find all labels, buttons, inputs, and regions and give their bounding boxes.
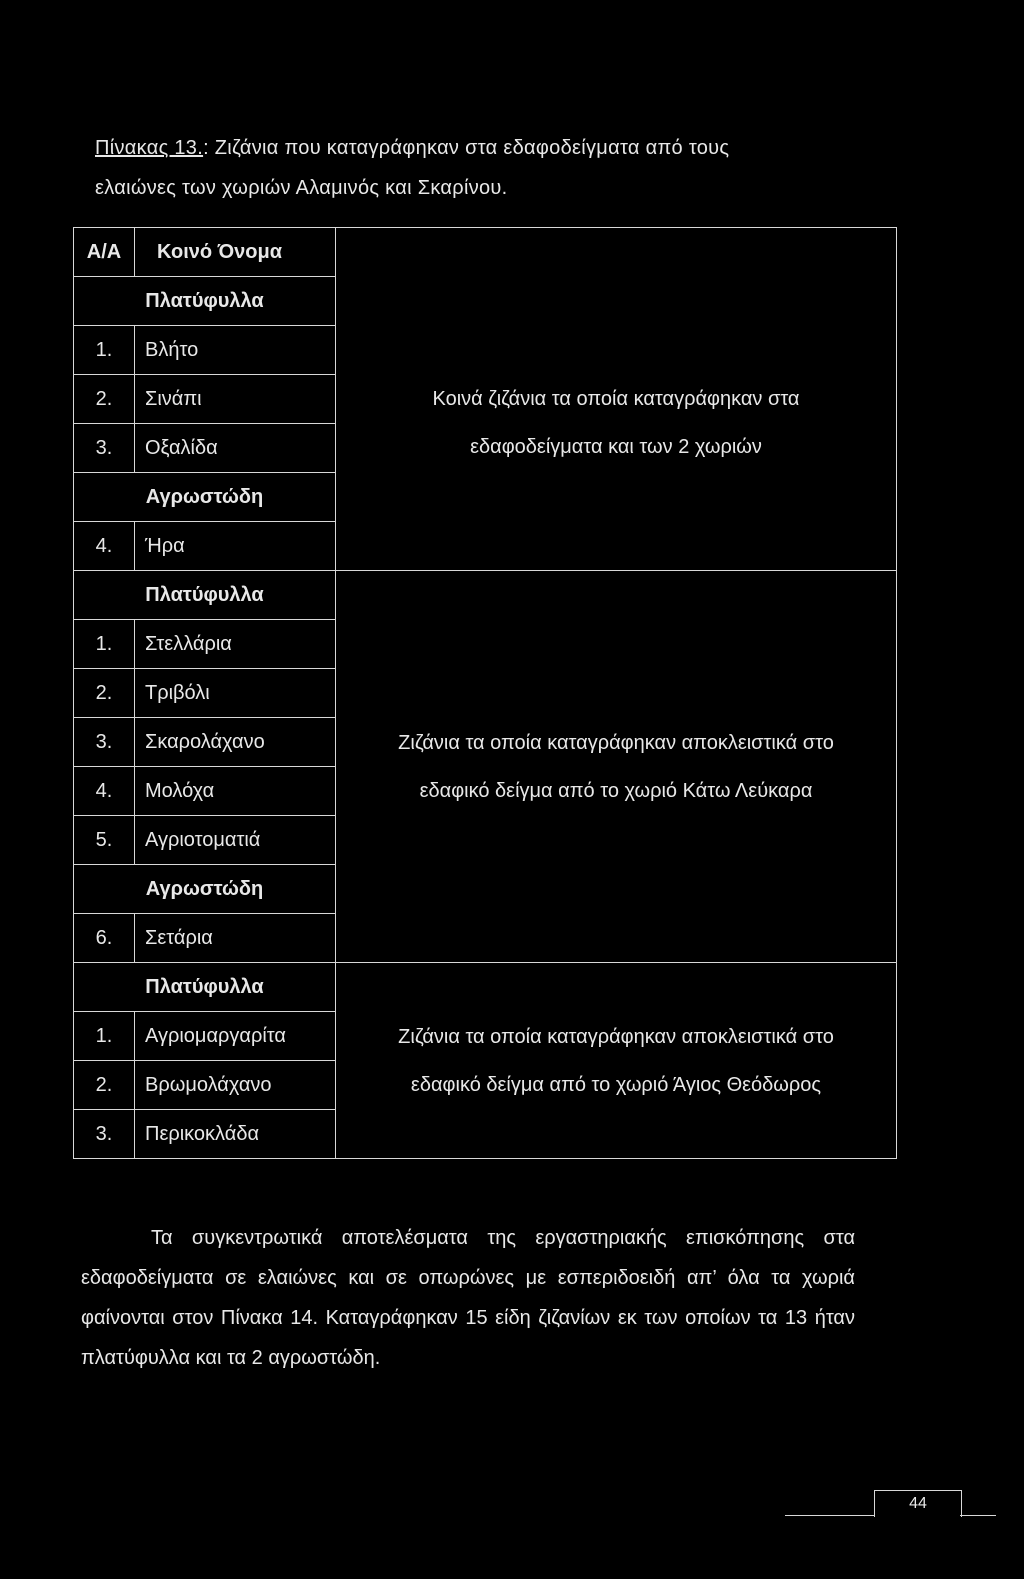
group-row: [74, 277, 897, 326]
row-common-name: Σινάπι: [135, 375, 336, 424]
row-common-name: Στελλάρια: [135, 620, 336, 669]
row-common-name: Βλήτο: [135, 326, 336, 375]
row-common-name: Τριβόλι: [135, 669, 336, 718]
row-number: 2.: [74, 1061, 135, 1110]
row-number: 3.: [74, 718, 135, 767]
group-label: Αγρωστώδη: [74, 865, 336, 914]
table-caption: [95, 128, 895, 208]
row-number: 4.: [74, 767, 135, 816]
row-number: 5.: [74, 816, 135, 865]
row-common-name: Σετάρια: [135, 914, 336, 963]
caption-text-line2: ελαιώνες των χωριών Αλαμινός και Σκαρίνου.: [95, 177, 508, 199]
row-number: 1.: [74, 1012, 135, 1061]
header-empty: [336, 228, 897, 277]
row-common-name: Οξαλίδα: [135, 424, 336, 473]
row-common-name: Περικοκλάδα: [135, 1110, 336, 1159]
row-number: 6.: [74, 914, 135, 963]
description-line1: Ζιζάνια τα οποία καταγράφηκαν αποκλειστικά στο: [398, 1025, 834, 1048]
row-number: 1.: [74, 326, 135, 375]
footer-rule-left: [785, 1515, 875, 1516]
row-number: 2.: [74, 375, 135, 424]
row-common-name: Σκαρολάχανο: [135, 718, 336, 767]
group-description: [336, 571, 897, 963]
caption-label: Πίνακας 13.: [95, 137, 204, 159]
group-label: Πλατύφυλλα: [74, 571, 336, 620]
group-label: Αγρωστώδη: [74, 473, 336, 522]
group-row: [74, 571, 897, 620]
row-number: 2.: [74, 669, 135, 718]
group-description: [336, 963, 897, 1159]
row-common-name: Αγριοτοματιά: [135, 816, 336, 865]
row-number: 3.: [74, 1110, 135, 1159]
row-common-name: Αγριομαργαρίτα: [135, 1012, 336, 1061]
summary-paragraph: Τα συγκεντρωτικά αποτελέσματα της εργαστηριακής επισκόπησης στα εδαφοδείγματα σε ελαιώνες και σε οπωρώνες με εσπεριδοειδή απ’ όλα τα χωριά φαίνονται στον Πίνακα 14. Καταγράφηκαν 15 είδη ζιζανίων εκ των οποίων τα 13 ήταν πλατύφυλλα και τα 2 αγρωστώδη.: [81, 1227, 855, 1369]
row-number: 4.: [74, 522, 135, 571]
header-common-name: Κοινό Όνομα: [135, 228, 336, 277]
row-common-name: Βρωμολάχανο: [135, 1061, 336, 1110]
header-aa: Α/Α: [74, 228, 135, 277]
description-line1: Κοινά ζιζάνια τα οποία καταγράφηκαν στα: [432, 388, 800, 411]
row-number: 1.: [74, 620, 135, 669]
group-label: Πλατύφυλλα: [74, 963, 336, 1012]
row-common-name: Μολόχα: [135, 767, 336, 816]
description-line2: εδαφικό δείγμα από το χωριό Κάτω Λεύκαρα: [419, 779, 813, 802]
description-line1: Ζιζάνια τα οποία καταγράφηκαν αποκλειστικά στο: [398, 731, 834, 754]
description-line2: εδαφοδείγματα και των 2 χωριών: [470, 436, 762, 459]
footer-rule-right: [960, 1515, 996, 1516]
group-description: [336, 277, 897, 571]
weeds-table: [73, 227, 897, 1159]
group-label: Πλατύφυλλα: [74, 277, 336, 326]
caption-text-line1: : Ζιζάνια που καταγράφηκαν στα εδαφοδείγματα από τους: [203, 137, 730, 159]
table-header-row: [74, 228, 897, 277]
page-number: 44: [874, 1490, 962, 1517]
row-common-name: Ήρα: [135, 522, 336, 571]
description-line2: εδαφικό δείγμα από το χωριό Άγιος Θεόδωρος: [410, 1073, 822, 1096]
group-row: [74, 963, 897, 1012]
row-number: 3.: [74, 424, 135, 473]
